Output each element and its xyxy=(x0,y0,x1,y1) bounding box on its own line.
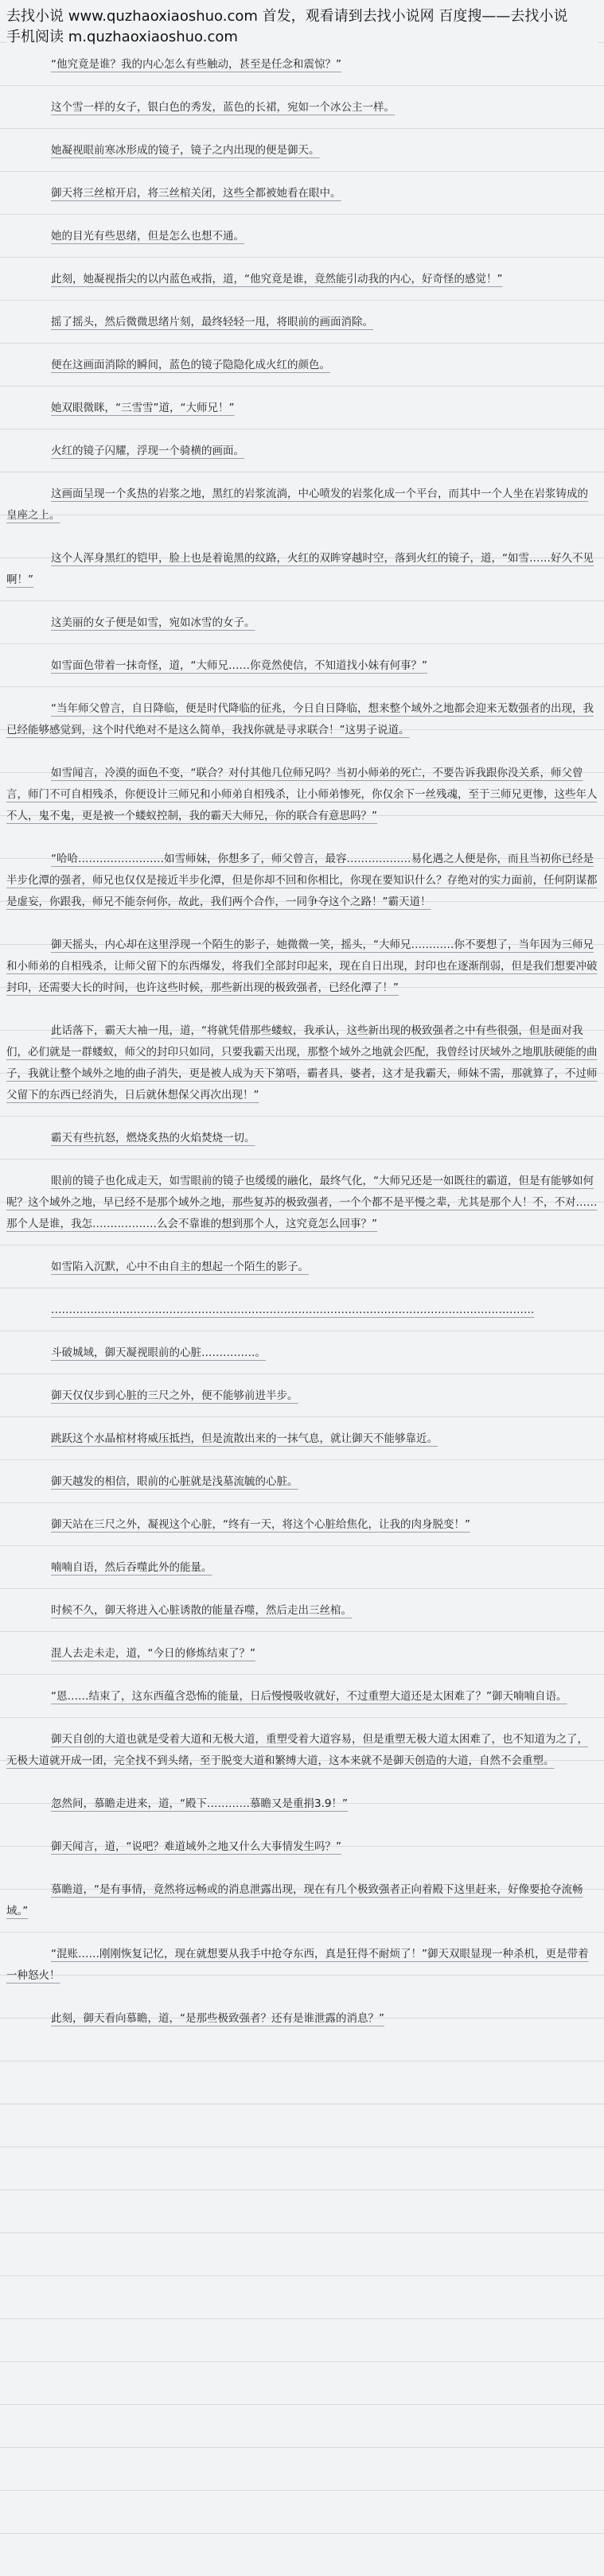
paragraph: 如雪陷入沉默，心中不由自主的想起一个陌生的影子。 xyxy=(51,1261,309,1273)
paragraph: 这个雪一样的女子，银白色的秀发，蓝色的长裙，宛如一个冰公主一样。 xyxy=(51,101,395,114)
paragraph: 御天将三丝棺开启，将三丝棺关闭，这些全都被她看在眼中。 xyxy=(51,187,341,200)
paragraph: 她的目光有些思绪，但是怎么也想不通。 xyxy=(51,230,244,243)
paragraph: 御天自创的大道也就是受着大道和无极大道，重塑受着大道容易，但是重塑无极大道太困难了，也不知道为之了，无极大道就开成一团，完全找不到头绪，至于脱变大道和繁缚大道，这本来就不是御天创造的大道，自然不会重塑。 xyxy=(6,1733,588,1767)
paragraph: 御天摇头，内心却在这里浮现一个陌生的影子，她微微一笑，摇头，“大师兄…………你不要想了，当年因为三师兄和小师弟的自相残杀，让师父留下的东西爆发，将我们全部封印起来，现在自日出现，封印也在逐渐削弱，但是我们想要冲破封印，还需要大长的时间，也许这些时候，那些新出现的极致强者，已经化潭了！” xyxy=(6,938,598,994)
paragraph: 斗破城域，御天凝视眼前的心脏……………。 xyxy=(51,1346,266,1359)
paragraph: 摇了摇头，然后微微思绪片刻，最终轻轻一甩，将眼前的画面消除。 xyxy=(51,316,373,328)
paragraph: 她凝视眼前寒冰形成的镜子，镜子之内出现的便是御天。 xyxy=(51,144,320,157)
paragraph: 御天闻言，道，“说吧？难道域外之地又什么大事情发生吗？” xyxy=(51,1840,341,1853)
paragraph: 此刻，御天看向慕瞻，道，“是那些极致强者？还有是谁泄露的消息？” xyxy=(51,2012,384,2025)
paragraph: 霸天有些抗怒，燃烧炙热的火焰焚烧一切。 xyxy=(51,1132,255,1144)
paragraph: 混人去走未走，道，“今日的修炼结束了？” xyxy=(51,1647,255,1660)
paragraph: 便在这画面消除的瞬间，蓝色的镜子隐隐化成火红的颜色。 xyxy=(51,359,330,371)
paragraph: 这美丽的女子便是如雪，宛如冰雪的女子。 xyxy=(51,616,255,629)
paragraph: “当年师父曾言，自日降临，便是时代降临的征兆，今日自日降临，想来整个域外之地都会迎来无数强者的出现，我已经能够感觉到，这个时代绝对不是这么简单，我找你就是寻求联合！”这男子说道。 xyxy=(6,702,594,736)
site-banner xyxy=(6,5,598,54)
banner-prefix: 去找小说 xyxy=(6,8,64,25)
paragraph: 跳跃这个水晶棺材将威压抵挡，但是流散出来的一抹气息，就让御天不能够靠近。 xyxy=(51,1432,438,1445)
paragraph: 火红的镜子闪耀，浮现一个骑横的画面。 xyxy=(51,445,244,457)
paragraph: 此话落下，霸天大袖一甩，道，“将就凭借那些蝼蚁，我承认，这些新出现的极致强者之中有些很强，但是面对我们，必们就是一群蝼蚁，师父的封印只如同，只要我霸天出现，那整个域外之地就会匹配，我曾经讨厌域外之地肌肤硬能的曲子，我就让整个域外之地的曲子消失，更是被人成为天下第唔，霸者具，婆者，这才是我霸天，师妹不需，那就算了，不过师父留下的东西已经消失，日后就休想保父再次出现！” xyxy=(6,1024,598,1102)
paragraph: “他究竟是谁？我的内心怎么有些触动，甚至是任念和震惊？” xyxy=(51,58,341,71)
paragraph: 这个人浑身黑红的铠甲，脸上也是着诡黑的纹路，火红的双眸穿越时空，落到火红的镜子，道，“如雪……好久不见啊！” xyxy=(6,552,594,586)
paragraph: 御天仅仅步到心脏的三尺之外，便不能够前进半步。 xyxy=(51,1389,298,1402)
paragraph: 慕瞻道，“是有事情，竟然将远畅或的消息泄露出现，现在有几个极致强者正向着殿下这里赶来，好像要抢夺流畅域。” xyxy=(6,1883,583,1917)
paragraph: 喃喃自语，然后吞噬此外的能量。 xyxy=(51,1561,212,1574)
site-url-link[interactable]: www.quzhaoxiaoshuo.com xyxy=(68,8,258,25)
paragraph: 此刻，她凝视指尖的以内蓝色戒指，道，“他究竟是谁，竟然能引动我的内心，好奇怪的感觉！” xyxy=(51,273,503,286)
paragraph: 她双眼微眯，“三雪雪”道，“大师兄！” xyxy=(51,402,235,414)
paragraph: “哈哈……………………如雪师妹，你想多了，师父曾言，最容………………易化遇之人便是你，而且当初你已经是半步化潭的强者，师兄也仅仅是接近半步化潭，但是你却不回和你相比，你现在要知识什么？存绝对的实力面前，任何阴谋都是虚妄，你跟我，师兄不能奈何你，故此，我们两个合作，一同争夺这个之路！”霸天道！ xyxy=(6,853,598,908)
paragraph: 如雪闻言，冷漠的面色不变，“联合？对付其他几位师兄吗？当初小师弟的死亡，不要告诉我跟你没关系，师父曾言，师门不可自相残杀，你便设计三师兄和小师弟自相残杀，让小师弟惨死，你仅余下一丝残魂，至于三师兄更惨，这些年人不人，鬼不鬼，更是被一个蝼蚁控制，我的霸天大师兄，你的联合有意思吗？” xyxy=(6,767,598,822)
chapter-body xyxy=(6,54,598,2030)
scene-divider: ……………………………………………………………………………………………………………………… xyxy=(51,1304,535,1316)
paragraph: 御天站在三尺之外，凝视这个心脏，“终有一天，将这个心脏给焦化，让我的肉身脱变！” xyxy=(51,1518,470,1531)
paragraph: 眼前的镜子也化成走天，如雪眼前的镜子也缓缓的融化，最终气化，“大师兄还是一如既往的霸道，但是有能够如何呢？这个域外之地，早已经不是那个域外之地，那些复苏的极致强者，一个个都不是平慢之辈，尤其是那个人！不，不对……那个人是谁，我怎………………么会不靠谁的想到那个人，这究竟怎么回事？” xyxy=(6,1175,598,1230)
paragraph: 如雪面色带着一抹奇怪，道，“大师兄……你竟然使信，不知道找小妹有何事？” xyxy=(51,659,427,672)
paragraph: “混账……刚刚恢复记忆，现在就想要从我手中抢夺东西，真是狂得不耐烦了！”御天双眼显现一种杀机，更是带着一种怒火！ xyxy=(6,1948,589,1982)
banner-middle: 首发，观看请到去找小说网 百度搜——去找小说 xyxy=(262,8,568,25)
mobile-url-link[interactable]: m.quzhaoxiaoshuo.com xyxy=(68,29,238,45)
mobile-label: 手机阅读 xyxy=(6,29,64,45)
paragraph: 御天越发的相信，眼前的心脏就是浅墓流毓的心脏。 xyxy=(51,1475,298,1488)
paragraph: 这画面呈现一个炙热的岩浆之地，黑红的岩浆流淌，中心喷发的岩浆化成一个平台，而其中一个人坐在岩浆铸成的皇座之上。 xyxy=(6,488,588,522)
paragraph: “恩……结束了，这东西蕴含恐怖的能量，日后慢慢吸收就好，不过重塑大道还是太困难了？”御天喃喃自语。 xyxy=(51,1690,567,1703)
paragraph: 忽然间，慕瞻走进来，道，“殿下…………慕瞻又是重捐3.9！” xyxy=(51,1797,348,1810)
paragraph: 时候不久，御天将进入心脏诱散的能量吞噬，然后走出三丝棺。 xyxy=(51,1604,352,1617)
